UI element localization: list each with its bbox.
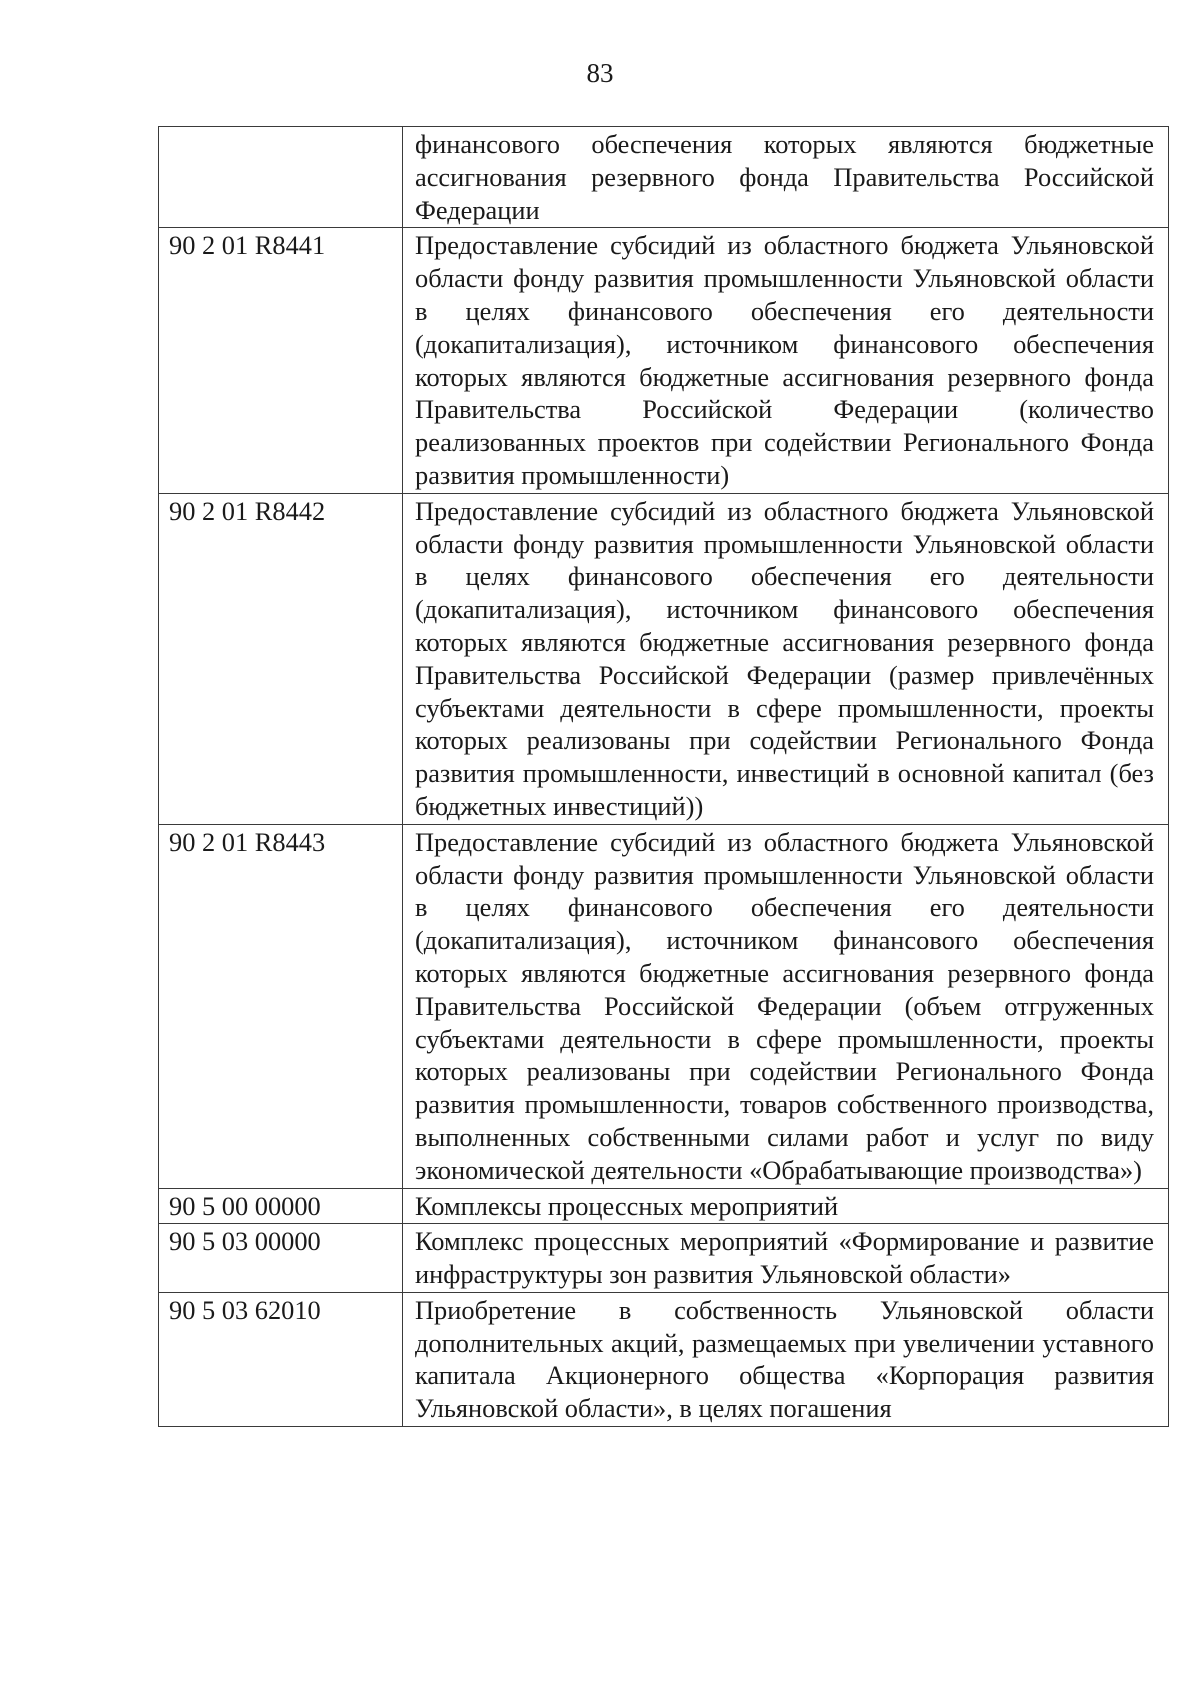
- row-code: [159, 127, 403, 228]
- page-number: 83: [586, 58, 614, 88]
- row-code: 90 2 01 R8441: [159, 228, 403, 493]
- table-row: [159, 1292, 1169, 1426]
- table-row: [159, 1188, 1169, 1224]
- row-code: 90 5 03 62010: [159, 1292, 403, 1426]
- table-row: [159, 1224, 1169, 1293]
- table-row: [159, 228, 1169, 493]
- row-description: Предоставление субсидий из областного бюджета Ульяновской области фонду развития промышленности Ульяновской области в целях финансового обеспечения его деятельности (докапитализация), источником финансового обеспечения которых являются бюджетные ассигнования резервного фонда Правительства Российской Федерации (размер привлечённых субъектами деятельности в сфере промышленности, проекты которых реализованы при содействии Регионального Фонда развития промышленности, инвестиций в основной капитал (без бюджетных инвестиций)): [403, 493, 1169, 824]
- row-code: 90 2 01 R8442: [159, 493, 403, 824]
- row-description: финансового обеспечения которых являются бюджетные ассигнования резервного фонда Правительства Российской Федерации: [403, 127, 1169, 228]
- row-description: Предоставление субсидий из областного бюджета Ульяновской области фонду развития промышленности Ульяновской области в целях финансового обеспечения его деятельности (докапитализация), источником финансового обеспечения которых являются бюджетные ассигнования резервного фонда Правительства Российской Федерации (количество реализованных проектов при содействии Регионального Фонда развития промышленности): [403, 228, 1169, 493]
- table-row: [159, 493, 1169, 824]
- budget-classification-table: [158, 126, 1169, 1427]
- row-description: Комплекс процессных мероприятий «Формирование и развитие инфраструктуры зон развития Ульяновской области»: [403, 1224, 1169, 1293]
- row-code: 90 2 01 R8443: [159, 824, 403, 1188]
- row-description: Приобретение в собственность Ульяновской области дополнительных акций, размещаемых при увеличении уставного капитала Акционерного общества «Корпорация развития Ульяновской области», в целях погашения: [403, 1292, 1169, 1426]
- table-row: [159, 824, 1169, 1188]
- row-code: 90 5 00 00000: [159, 1188, 403, 1224]
- table-row: [159, 127, 1169, 228]
- row-code: 90 5 03 00000: [159, 1224, 403, 1293]
- row-description: Комплексы процессных мероприятий: [403, 1188, 1169, 1224]
- row-description: Предоставление субсидий из областного бюджета Ульяновской области фонду развития промышленности Ульяновской области в целях финансового обеспечения его деятельности (докапитализация), источником финансового обеспечения которых являются бюджетные ассигнования резервного фонда Правительства Российской Федерации (объем отгруженных субъектами деятельности в сфере промышленности, проекты которых реализованы при содействии Регионального Фонда развития промышленности, товаров собственного производства, выполненных собственными силами работ и услуг по виду экономической деятельности «Обрабатывающие производства»): [403, 824, 1169, 1188]
